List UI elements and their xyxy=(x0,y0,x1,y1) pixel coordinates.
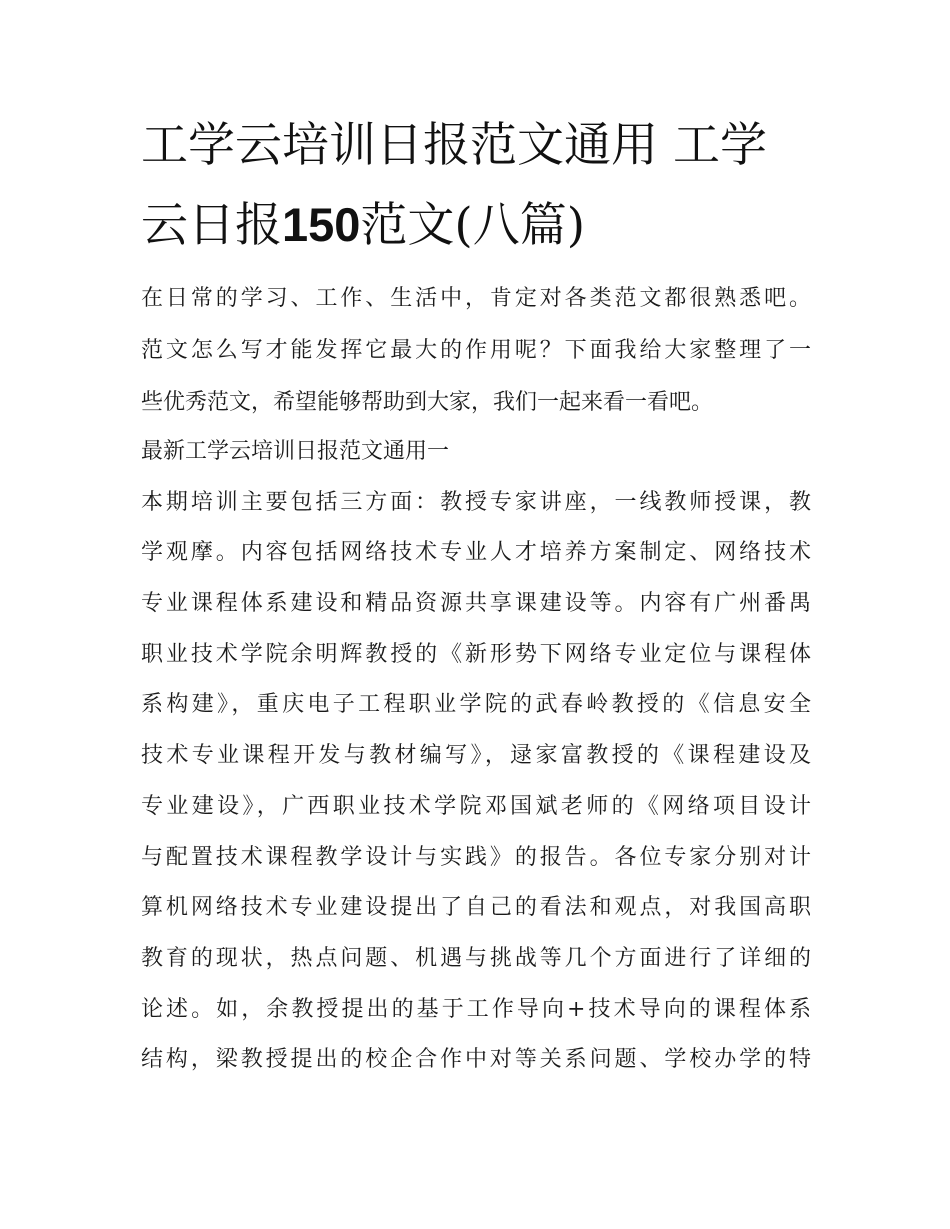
document-title-line-2 xyxy=(141,197,585,254)
body-paragraph-line: 教育的现状，热点问题、机遇与挑战等几个方面进行了详细的 xyxy=(141,946,811,971)
body-paragraph-line: 系构建》，重庆电子工程职业学院的武春岭教授的《信息安全 xyxy=(141,692,811,717)
document-title-suffix: 范文(八篇) xyxy=(360,198,586,253)
body-paragraph-line: 论述。如，余教授提出的基于工作导向+技术导向的课程体系 xyxy=(141,997,811,1022)
body-paragraph-line: 职业技术学院余明辉教授的《新形势下网络专业定位与课程体 xyxy=(141,642,811,667)
body-paragraph-line: 算机网络技术专业建设提出了自己的看法和观点，对我国高职 xyxy=(141,895,811,920)
intro-line: 些优秀范文，希望能够帮助到大家，我们一起来看一看吧。 xyxy=(141,390,714,415)
body-paragraph-line: 与配置技术课程教学设计与实践》的报告。各位专家分别对计 xyxy=(141,845,811,870)
body-paragraph-line: 专业课程体系建设和精品资源共享课建设等。内容有广州番禺 xyxy=(141,591,811,616)
body-paragraph-line: 结构，梁教授提出的校企合作中对等关系问题、学校办学的特 xyxy=(141,1047,811,1072)
document-title-number: 150 xyxy=(282,198,361,251)
body-paragraph-line: 技术专业课程开发与教材编写》，逯家富教授的《课程建设及 xyxy=(141,743,811,768)
section-heading: 最新工学云培训日报范文通用一 xyxy=(141,439,450,464)
intro-line: 在日常的学习、工作、生活中，肯定对各类范文都很熟悉吧。 xyxy=(141,286,811,311)
document-title-line-1 xyxy=(141,118,767,174)
body-paragraph-line: 本期培训主要包括三方面：教授专家讲座，一线教师授课，教 xyxy=(141,490,811,515)
document-title-prefix: 云日报 xyxy=(141,198,282,253)
intro-line: 范文怎么写才能发挥它最大的作用呢？下面我给大家整理了一 xyxy=(141,338,811,363)
body-paragraph-line: 学观摩。内容包括网络技术专业人才培养方案制定、网络技术 xyxy=(141,540,811,565)
document-title-text: 工学云培训日报范文通用 工学 xyxy=(141,118,767,173)
body-paragraph-line: 专业建设》，广西职业技术学院邓国斌老师的《网络项目设计 xyxy=(141,794,811,819)
